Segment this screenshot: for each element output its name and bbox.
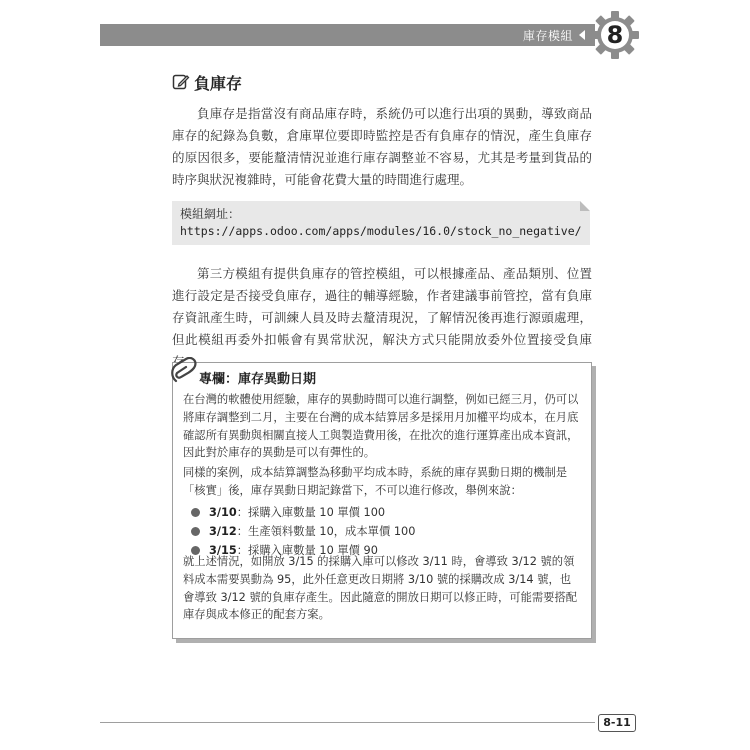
- sidebar-column-box: [172, 362, 592, 639]
- page-number: 8-11: [598, 714, 636, 732]
- bullet-date: 3/10: [209, 505, 237, 519]
- list-item: [191, 503, 385, 521]
- section-title: 負庫存: [194, 73, 243, 93]
- sidebar-paragraph: 同樣的案例，成本結算調整為移動平均成本時，系統的庫存異動日期的機制是「核實」後，庫存異動日期記錄當下，不可以進行修改，舉例來說：: [183, 466, 568, 497]
- url-box: [172, 201, 590, 245]
- chapter-badge: [590, 10, 640, 60]
- bullet-icon: [191, 527, 200, 536]
- bullet-icon: [191, 508, 200, 517]
- footer-divider: [100, 722, 595, 723]
- bullet-text: ：生產領料數量 10，成本單價 100: [236, 525, 416, 538]
- body-paragraph: 負庫存是指當沒有商品庫存時，系統仍可以進行出項的異動，導致商品庫存的紀錄為負數，倉庫單位要即時監控是否有負庫存的情況，產生負庫存的原因很多，要能釐清情況並進行庫存調整並不容易，尤其是考量到貨品的時序與狀況複雜時，可能會花費大量的時間進行處理。: [172, 106, 592, 187]
- chapter-header-bar: [100, 24, 595, 46]
- triangle-left-icon: [579, 30, 585, 40]
- chapter-title: 庫存模組: [522, 29, 573, 43]
- bullet-date: 3/12: [209, 524, 237, 538]
- bullet-text: ：採購入庫數量 10 單價 90: [236, 544, 378, 557]
- sidebar-paragraph: 在台灣的軟體使用經驗，庫存的異動時間可以進行調整，例如已經三月，仍可以將庫存調整到二月，主要在台灣的成本結算居多是採用月加權平均成本，在月底確認所有異動與相關直接人工與製造費用後，在批次的進行運算產出成本資訊，因此對於庫存的異動是可以有彈性的。: [183, 393, 579, 460]
- chapter-number: 8: [606, 21, 624, 49]
- section-heading: [172, 70, 242, 94]
- list-item: [191, 522, 415, 540]
- sidebar-title: 專欄：庫存異動日期: [199, 372, 317, 387]
- edit-note-icon: [172, 73, 190, 91]
- bullet-text: ：採購入庫數量 10 單價 100: [236, 506, 386, 519]
- sidebar-paragraph: 就上述情況，如開放 3/15 的採購入庫可以修改 3/11 時，會導致 3/12 號的領料成本需要異動為 95，此外任意更改日期將 3/10 號的採購改成 3/14 號，也會導致 3/12 號的負庫存產生。因此隨意的開放日期可以修正時，可能需要搭配庫存與成本修正的配套方案。: [183, 555, 578, 622]
- url-label: 模組網址：: [180, 207, 241, 221]
- body-paragraph: 第三方模組有提供負庫存的管控模組，可以根據產品、產品類別、位置進行設定是否接受負庫存，過往的輔導經驗，作者建議事前管控，當有負庫存資訊產生時，可訓練人員及時去釐清現況，了解情況後再進行源頭處理，但此模組再委外扣帳會有異常狀況，解決方式只能開放委外位置接受負庫: [172, 266, 592, 347]
- page-fold-corner: [580, 201, 590, 211]
- module-url: https://apps.odoo.com/apps/modules/16.0/stock_no_negative/: [180, 224, 582, 238]
- bullet-date: 3/15: [209, 543, 237, 557]
- paperclip-icon: [170, 357, 200, 385]
